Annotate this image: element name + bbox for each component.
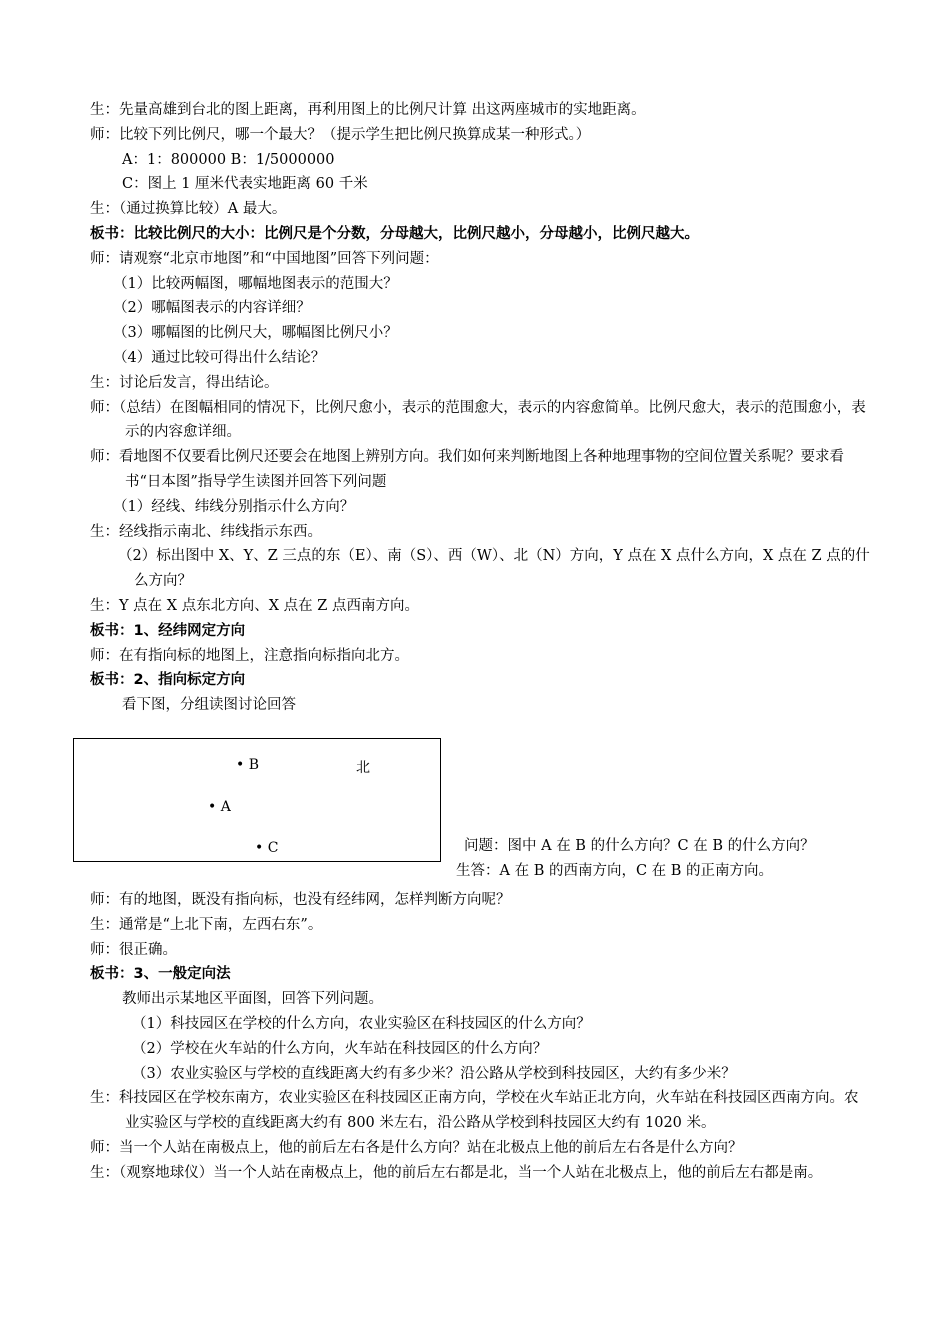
text-line: 师：在有指向标的地图上，注意指向标指向北方。 (90, 647, 409, 664)
point-a-label: • A (208, 798, 231, 815)
point-c-label: • C (255, 839, 279, 856)
text-line: 师：看地图不仅要看比例尺还要会在地图上辨别方向。我们如何来判断地图上各种地理事物的空间位置关系呢？要求看书“日本图”指导学生读图并回答下列问题 (90, 449, 844, 490)
board-note: 板书：2、指向标定方向 (90, 672, 246, 689)
point-b-label: • B (236, 756, 259, 773)
direction-figure (90, 738, 870, 888)
question-item: （1）科技园区在学校的什么方向，农业实验区在科技园区的什么方向？ (132, 1015, 591, 1032)
board-note: 板书：1、经纬网定方向 (90, 622, 246, 639)
text-line: 教师出示某地区平面图，回答下列问题。 (122, 991, 383, 1008)
question-item: （2）标出图中 X、Y、Z 三点的东（E）、南（S）、西（W）、北（N）方向，Y 点在 X 点什么方向，X 点在 Z 点的什么方向？ (118, 548, 870, 590)
north-label: 北 (356, 759, 370, 776)
text-line: 师：当一个人站在南极点上，他的前后左右各是什么方向？站在北极点上他的前后左右各是什么方向？ (90, 1139, 743, 1156)
board-note: 板书：比较比例尺的大小：比例尺是个分数，分母越大，比例尺越小，分母越小，比例尺越大。 (90, 225, 699, 242)
text-line: 生：科技园区在学校东南方，农业实验区在科技园区正南方向，学校在火车站正北方向，火车站在科技园区西南方向。农业实验区与学校的直线距离大约有 800 米左右，沿公路从学校到科技园区大约有 1020 米。 (90, 1090, 859, 1132)
text-line: 师：（总结）在图幅相同的情况下，比例尺愈小，表示的范围愈大，表示的内容愈简单。比例尺愈大，表示的范围愈小，表示的内容愈详细。 (90, 399, 866, 441)
question-item: （1）经线、纬线分别指示什么方向？ (113, 498, 355, 515)
question-item: （3）哪幅图的比例尺大，哪幅图比例尺小？ (113, 325, 398, 342)
text-line: C：图上 1 厘米代表实地距离 60 千米 (122, 176, 368, 193)
document-page (90, 98, 870, 1185)
text-line: 师：很正确。 (90, 941, 177, 958)
question-item: （4）通过比较可得出什么结论？ (113, 349, 326, 366)
question-item: （2）哪幅图表示的内容详细？ (113, 300, 311, 317)
figure-question: 问题：图中 A 在 B 的什么方向？C 在 B 的什么方向？ (464, 837, 815, 854)
figure-answer: 生答：A 在 B 的西南方向，C 在 B 的正南方向。 (456, 862, 774, 879)
text-line: 生：经线指示南北、纬线指示东西。 (90, 523, 322, 540)
text-line: 生：Y 点在 X 点东北方向、X 点在 Z 点西南方向。 (90, 597, 419, 614)
text-line: A：1：800000 B：1/5000000 (122, 151, 335, 168)
text-line: 生：先量高雄到台北的图上距离，再利用图上的比例尺计算 出这两座城市的实地距离。 (90, 102, 646, 118)
board-note: 板书：3、一般定向法 (90, 966, 231, 983)
text-line: 看下图，分组读图讨论回答 (122, 697, 296, 714)
text-line: 生：讨论后发言，得出结论。 (90, 374, 279, 391)
question-item: （2）学校在火车站的什么方向，火车站在科技园区的什么方向？ (132, 1040, 548, 1057)
question-item: （1）比较两幅图，哪幅地图表示的范围大？ (113, 275, 398, 292)
question-item: （3）农业实验区与学校的直线距离大约有多少米？沿公路从学校到科技园区，大约有多少米？ (132, 1065, 736, 1082)
map-frame (73, 738, 441, 862)
text-line: 生：通常是“上北下南，左西右东”。 (90, 916, 323, 933)
text-line: 师：有的地图，既没有指向标，也没有经纬网，怎样判断方向呢？ (90, 891, 511, 908)
text-line: 师：请观察“北京市地图”和“中国地图”回答下列问题： (90, 250, 439, 267)
text-line: 生：（观察地球仪）当一个人站在南极点上，他的前后左右都是北，当一个人站在北极点上，他的前后左右都是南。 (90, 1164, 823, 1181)
text-line: 生：（通过换算比较）A 最大。 (90, 201, 287, 218)
text-line: 师：比较下列比例尺，哪一个最大？（提示学生把比例尺换算成某一种形式。） (90, 126, 591, 143)
